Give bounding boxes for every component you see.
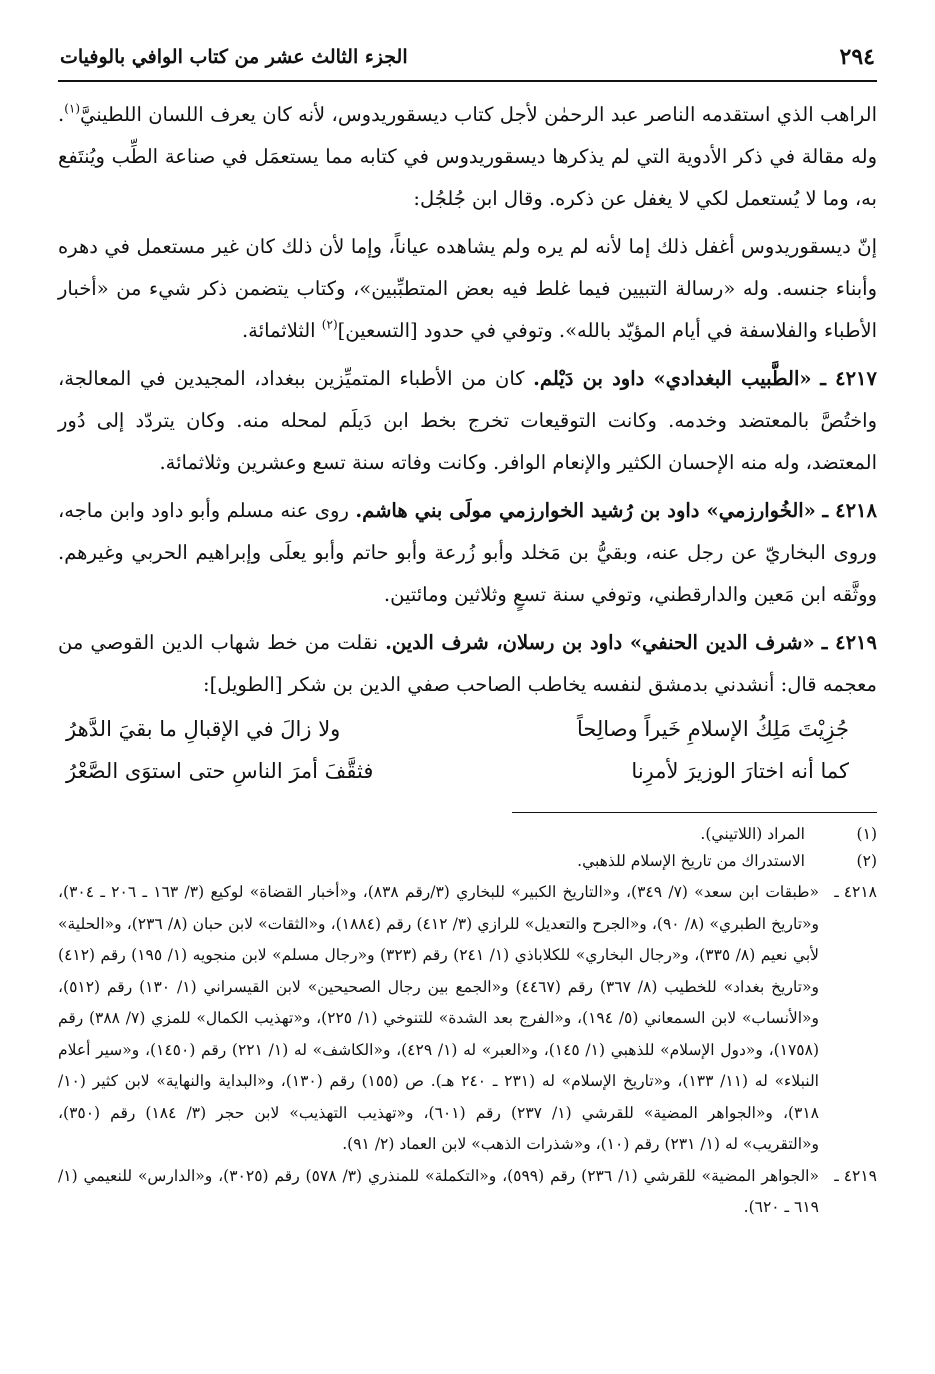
entry-text: كان من الأطباء المتميِّزين ببغداد، المجيدين في المعالجة، واختُصَّ بالمعتضد وخدمه. وكانت التوقيعات تخرج بخط ابن دَيلَم لمحله منه. وكان يتردّد إلى دُور المعتضد، وله منه الإحسان الكثير والإنعام الوافر. وكانت وفاته سنة تسع وعشرين وثلاثمائة. <box>58 367 877 474</box>
source-entry <box>58 877 877 1161</box>
entry-number: ٤٢١٩ ـ <box>821 631 878 654</box>
entry-title: «الطَّبيب البغدادي» داود بن دَيْلم. <box>533 367 812 390</box>
entry-number: ٤٢١٨ ـ <box>822 499 877 522</box>
footnote-text: المراد (اللاتيني). <box>700 825 805 843</box>
footnote <box>58 848 877 875</box>
entry-title: «شرف الدين الحنفي» داود بن رسلان، شرف الدين. <box>385 631 815 654</box>
page-number: ٢٩٤ <box>839 44 875 70</box>
source-entry-number: ٤٢١٩ ـ <box>834 1166 877 1185</box>
source-entry-text: «الجواهر المضية» للقرشي (١/ ٢٣٦) رقم (٥٩٩)، و«التكملة» للمنذري (٣/ ٥٧٨) رقم (٣٠٢٥)، و«الدارس» للنعيمي (١/ ٦١٩ ـ ٦٢٠). <box>58 1166 819 1216</box>
footnote-divider <box>512 812 877 813</box>
entry-4217 <box>58 358 877 484</box>
footnotes <box>58 821 877 875</box>
entry-4218 <box>58 490 877 616</box>
source-entry <box>58 1161 877 1224</box>
verse-second-hemistich: ولا زالَ في الإقبالِ ما بقيَ الدَّهرُ <box>66 717 341 741</box>
quote-text-end: الثلاثمائة. <box>241 319 322 342</box>
quote-text: إنّ ديسقوريدوس أغفل ذلك إما لأنه لم يره ولم يشاهده عياناً، وإما لأن ذلك كان غير مستعمل في دهره وأبناء جنسه. وله «رسالة التبيين فيما غلط فيه بعض المتطبِّبين»، وكتاب يتضمن ذكر شيء من «أخبار الأطباء والفلاسفة في أيام المؤيّد بالله». وتوفي في حدود [التسعين] <box>58 235 877 342</box>
poem-verse <box>66 708 849 750</box>
entry-title: «الخُوارزمي» داود بن رُشيد الخوارزمي مولَى بني هاشم. <box>355 499 816 522</box>
entry-text: نقلت من خط شهاب الدين القوصي من معجمه قال: أنشدني بدمشق لنفسه يخاطب الصاحب صفي الدين بن شكر [الطويل]: <box>58 631 877 696</box>
intro-paragraph <box>58 94 877 220</box>
source-references <box>58 877 877 1224</box>
footnote-number: (٢) <box>856 852 877 870</box>
poem-verse <box>66 750 849 792</box>
quote-paragraph <box>58 226 877 352</box>
footnote-text: الاستدراك من تاريخ الإسلام للذهبي. <box>577 852 805 870</box>
footnote-marker-1[interactable]: (١) <box>64 101 81 116</box>
intro-text-continued: . وله مقالة في ذكر الأدوية التي لم يذكرها ديسقوريدوس في كتابه مما يستعمَل في صناعة الطِّب ويُنتَفع به، وما لا يُستعمل لكي لا يغفل عن ذكره. وقال ابن جُلجُل: <box>58 103 877 210</box>
verse-first-hemistich: جُزِيْتَ مَلِكُ الإسلامِ خَيراً وصالِحاً <box>576 717 849 741</box>
verse-second-hemistich: فثقَّفَ أمرَ الناسِ حتى استوَى الصَّعْرُ <box>66 759 374 783</box>
poem <box>58 708 877 792</box>
footnote-marker-2[interactable]: (٢) <box>321 317 338 332</box>
book-page <box>58 34 877 1374</box>
intro-text: الراهب الذي استقدمه الناصر عبد الرحمٰن لأجل كتاب ديسقوريدوس، لأنه كان يعرف اللسان اللطينيَّ <box>80 103 877 126</box>
running-title: الجزء الثالث عشر من كتاب الوافي بالوفيات <box>60 46 408 68</box>
source-entry-number: ٤٢١٨ ـ <box>834 883 877 901</box>
entry-text: روى عنه مسلم وأبو داود وابن ماجه، وروى البخاريّ عن رجل عنه، وبقيُّ بن مَخلد وأبو زُرعة وأبو حاتم وأبو يعلَى وإبراهيم الحربي وغيرهم. ووثَّقه ابن مَعين والدارقطني، وتوفي سنة تسعٍ وثلاثين ومائتين. <box>58 499 877 606</box>
entry-4219 <box>58 622 877 706</box>
main-text <box>58 94 877 706</box>
page-header <box>58 34 877 82</box>
verse-first-hemistich: كما أنه اختارَ الوزيرَ لأمرِنا <box>631 759 849 783</box>
entry-number: ٤٢١٧ ـ <box>820 367 877 390</box>
source-entry-text: «طبقات ابن سعد» (٧/ ٣٤٩)، و«التاريخ الكبير» للبخاري (٣/رقم ٨٣٨)، و«أخبار القضاة» لوكيع (٣/ ١٦٣ ـ ٢٠٦ ـ ٣٠٤)، و«تاريخ الطبري» (٨/ ٩٠)، و«الجرح والتعديل» للرازي (٣/ ٤١٢) رقم (١٨٨٤)، و«الثقات» لابن حبان (٨/ ٢٣٦)، و«الحلية» لأبي نعيم (٨/ ٣٣٥)، و«رجال البخاري» للكلاباذي (١/ ٢٤١) رقم (٣٢٣) و«رجال مسلم» لابن منجويه (١/ ١٩٥) رقم (٤١٢) و«تاريخ بغداد» للخطيب (٨/ ٣٦٧) رقم (٤٤٦٧) و«الجمع بين رجال الصحيحين» لابن القيسراني (١/ ١٣٠) رقم (٥١٢)، و«الأنساب» لابن السمعاني (٥/ ١٩٤)، و«الفرج بعد الشدة» للتنوخي (١/ ٢٢٥)، و«تهذيب الكمال» للمزي (٧/ ٣٨٨) رقم (١٧٥٨)، و«دول الإسلام» للذهبي (١/ ١٤٥)، و«العبر» له (١/ ٤٢٩)، و«الكاشف» له (١/ ٢٢١) رقم (١٤٥٠)، و«سير أعلام النبلاء» له (١١/ ١٣٣)، و«تاريخ الإسلام» له (٢٣١ ـ ٢٤٠ هـ). ص (١٥٥) رقم (١٣٠)، و«البداية والنهاية» لابن كثير (١٠/ ٣١٨)، و«الجواهر المضية» للقرشي (١/ ٢٣٧) رقم (٦٠١)، و«تهذيب التهذيب» لابن حجر (٣/ ١٨٤) رقم (٣٥٠)، و«التقريب» له (١/ ٢٣١) رقم (١٠)، و«شذرات الذهب» لابن العماد (٢/ ٩١). <box>58 883 819 1153</box>
footnote-number: (١) <box>856 825 877 843</box>
footnote <box>58 821 877 848</box>
